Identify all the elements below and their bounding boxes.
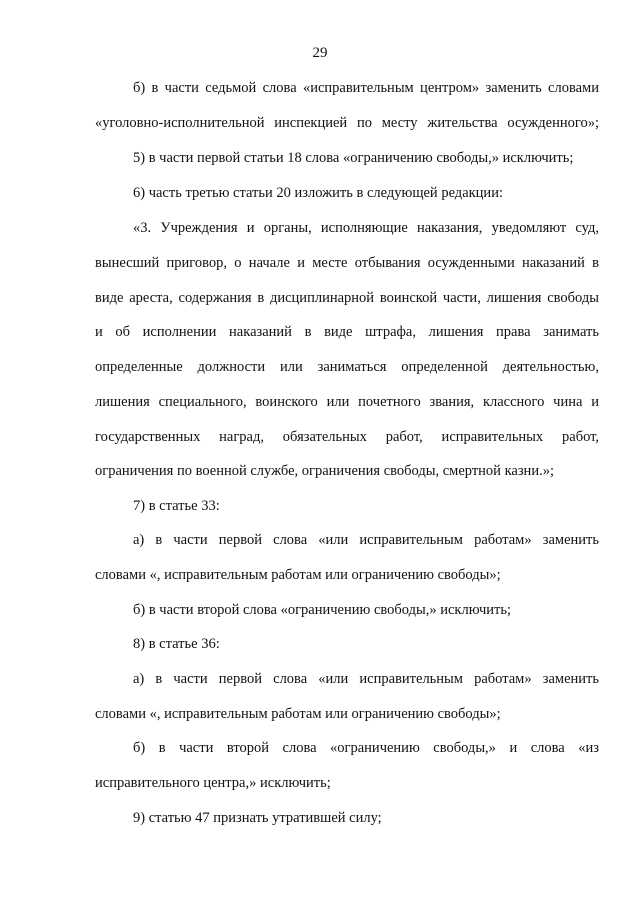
text-line: виде ареста, содержания в дисциплинарной воинской части, лишения свободы: [95, 290, 599, 306]
text-line: а) в части первой слова «или исправительным работам» заменить: [133, 532, 599, 548]
text-line: 5) в части первой статьи 18 слова «ограничению свободы,» исключить;: [133, 150, 574, 166]
text-line: лишения специального, воинского или почетного звания, классного чина и: [95, 394, 599, 410]
text-line: «уголовно-исполнительной инспекцией по месту жительства осужденного»;: [95, 115, 599, 131]
text-line: 9) статью 47 признать утратившей силу;: [133, 810, 382, 826]
text-line: б) в части второй слова «ограничению свободы,» исключить;: [133, 602, 511, 618]
text-line: 8) в статье 36:: [133, 636, 220, 652]
text-line: 7) в статье 33:: [133, 498, 220, 514]
text-line: государственных наград, обязательных работ, исправительных работ,: [95, 429, 599, 445]
text-line: словами «, исправительным работам или ограничению свободы»;: [95, 706, 501, 722]
text-line: и об исполнении наказаний в виде штрафа, лишения права занимать: [95, 324, 599, 340]
text-line: б) в части второй слова «ограничению свободы,» и слова «из: [133, 740, 599, 756]
text-line: исправительного центра,» исключить;: [95, 775, 331, 791]
text-line: словами «, исправительным работам или ограничению свободы»;: [95, 567, 501, 583]
text-line: вынесший приговор, о начале и месте отбывания осужденными наказаний в: [95, 255, 599, 271]
text-line: определенные должности или заниматься определенной деятельностью,: [95, 359, 599, 375]
text-line: «3. Учреждения и органы, исполняющие наказания, уведомляют суд,: [133, 220, 599, 236]
text-line: б) в части седьмой слова «исправительным центром» заменить словами: [133, 80, 599, 96]
text-line: ограничения по военной службе, ограничения свободы, смертной казни.»;: [95, 463, 554, 479]
text-line: 6) часть третью статьи 20 изложить в следующей редакции:: [133, 185, 503, 201]
page-number: 29: [312, 45, 328, 61]
text-line: а) в части первой слова «или исправительным работам» заменить: [133, 671, 599, 687]
